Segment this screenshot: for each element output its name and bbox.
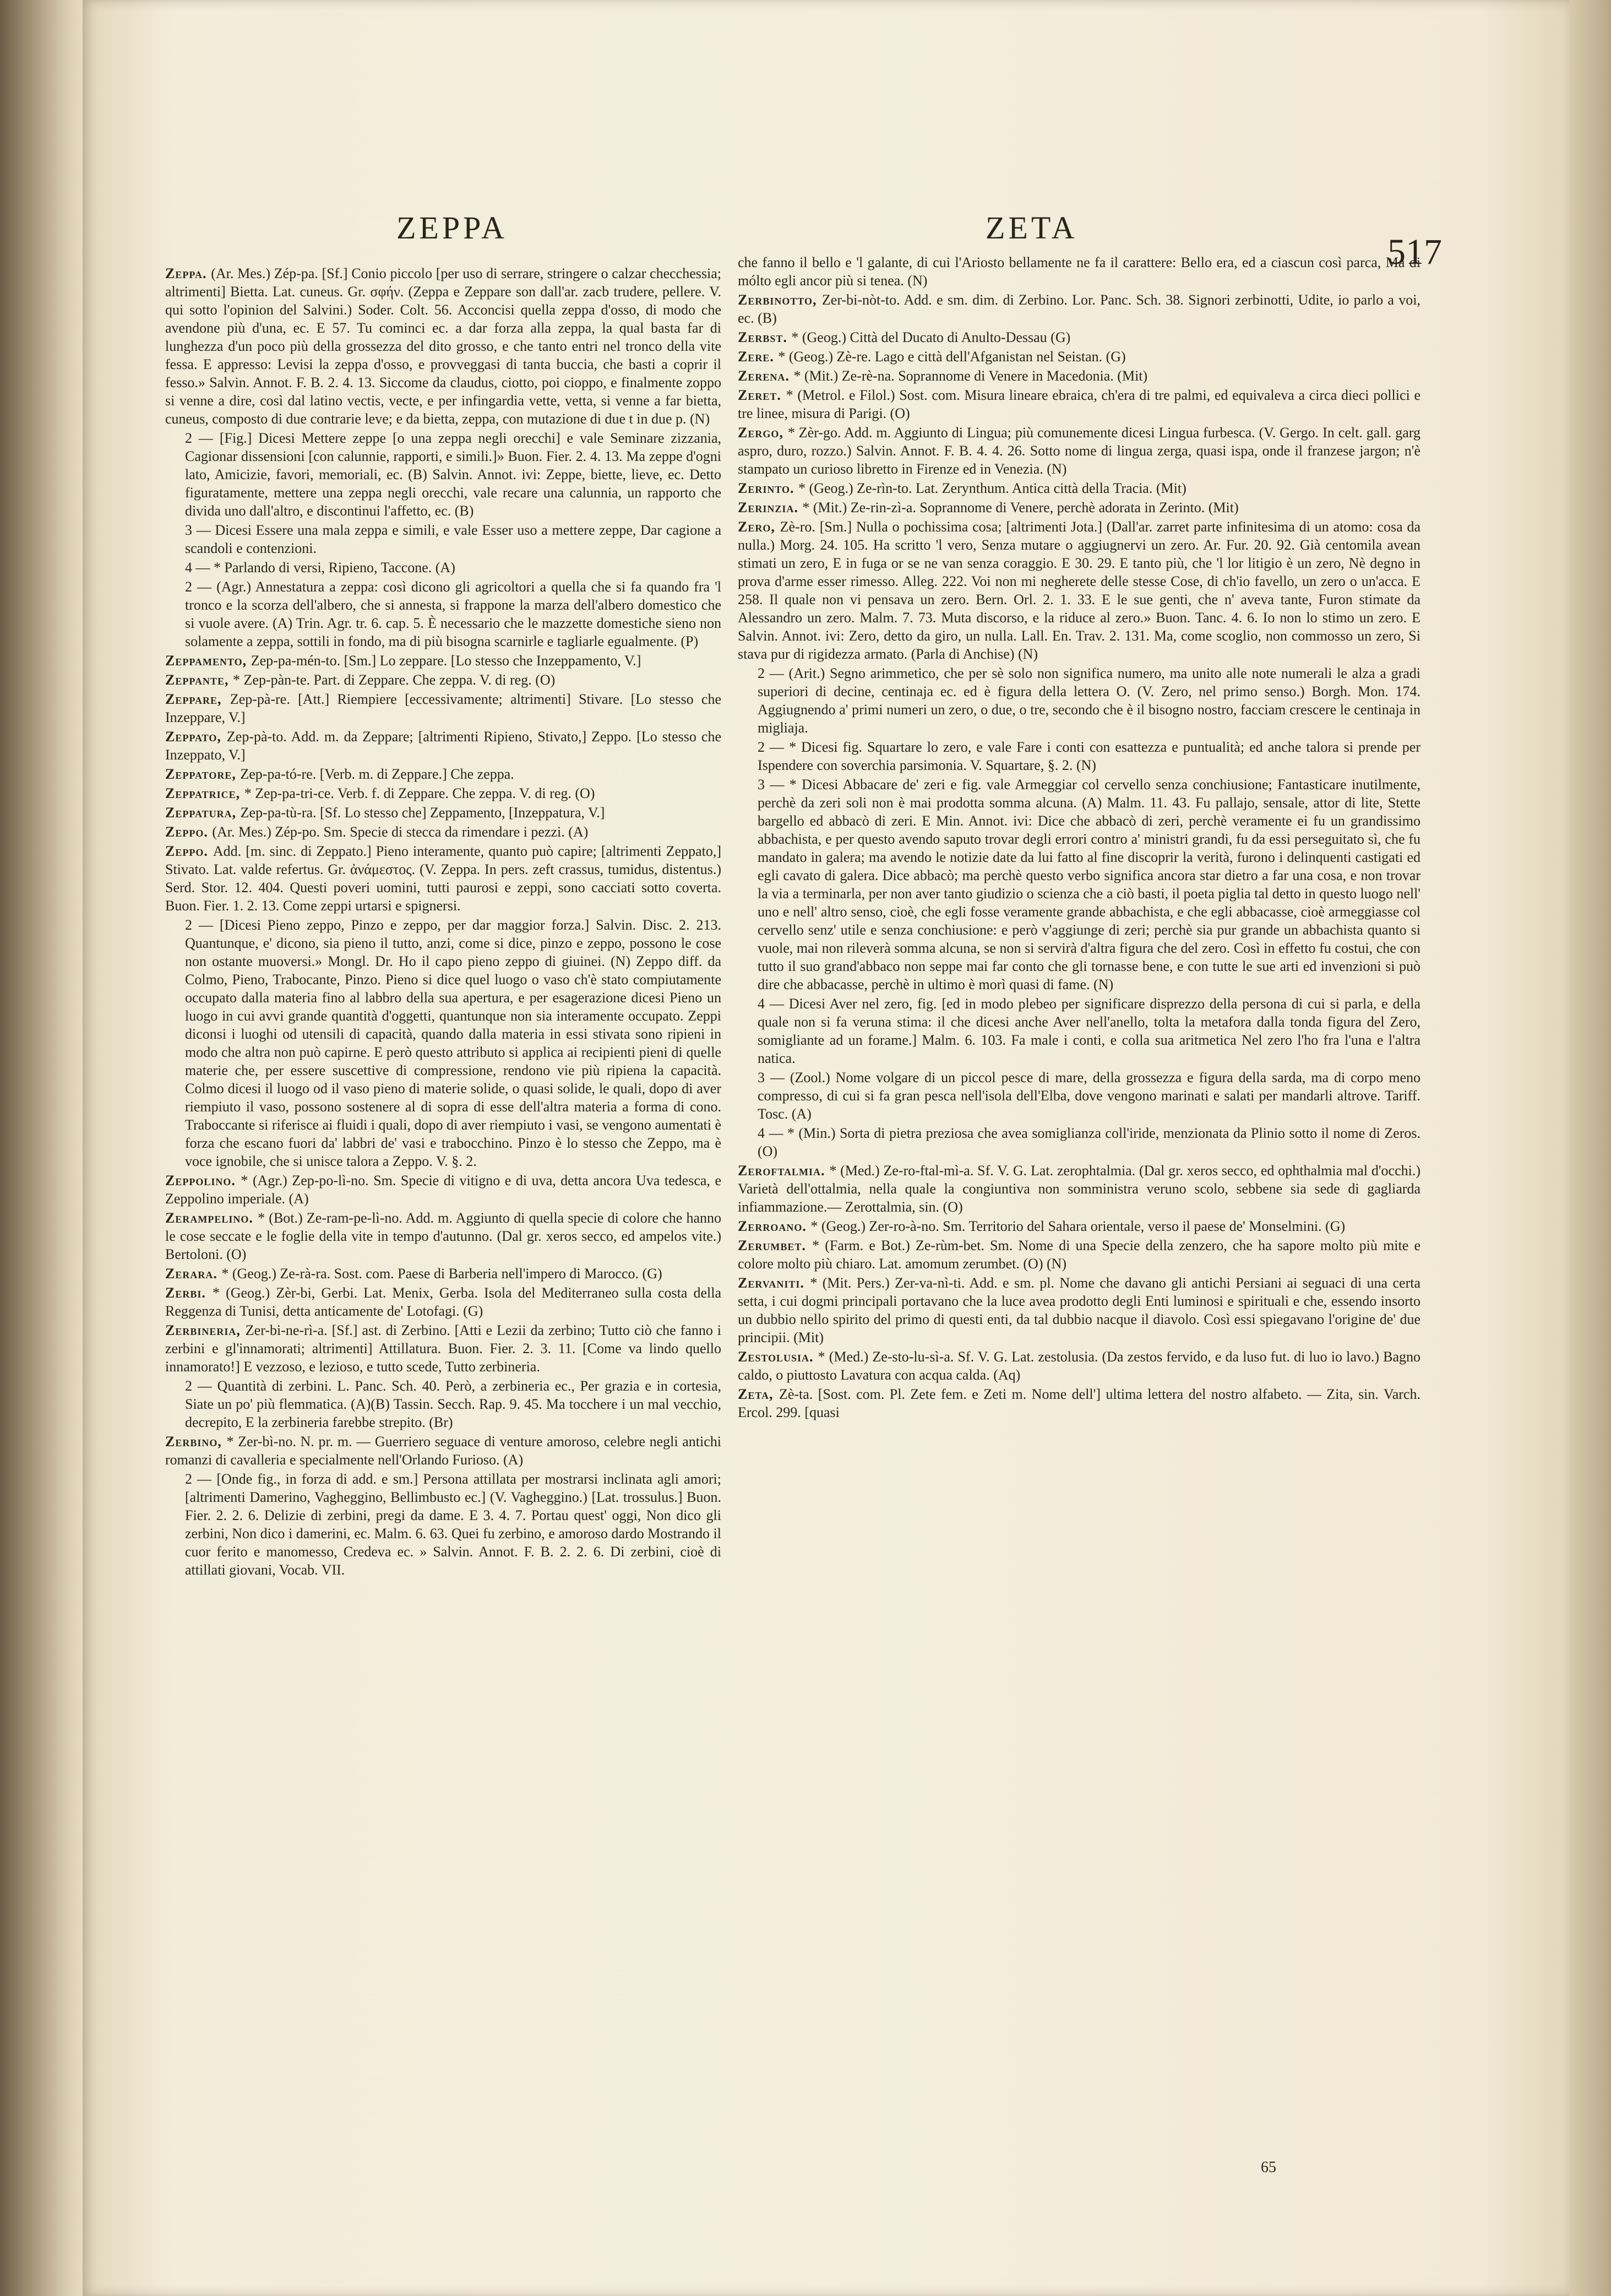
headword: Zerumbet.: [738, 1237, 813, 1253]
headword: Zeppatore,: [165, 766, 241, 782]
dictionary-entry: [738, 424, 1420, 478]
entry-text: * (Med.) Ze-sto-lu-sì-a. Sf. V. G. Lat. zestolusia. (Da zestos fervido, e da luso fut. di luo io lavo.) Bagno caldo, o piuttosto Lavatura con acqua calda. (Aq): [738, 1349, 1421, 1383]
headword: Zerbi.: [165, 1285, 213, 1301]
entry-text: Dicesi Aver nel zero, fig. [ed in modo plebeo per significare disprezzo della persona di cui si parla, e della quale non si fa veruna stima: il che dicesi anche Aver nell'anello, tolta la metafora dalla tonda figura del Zero, somigliante ad un forame.] Malm. 6. 103. Fa male i conti, e colla sua aritmetica Nel zero l'ho fra l'una e l'altra natica.: [758, 996, 1420, 1066]
headword: Zeppo.: [165, 824, 213, 840]
entry-text: Zep-pa-mén-to. [Sm.] Lo zeppare. [Lo stesso che Inzeppamento, V.]: [251, 653, 641, 669]
headword: Zervaniti.: [738, 1275, 810, 1291]
running-head-right: ZETA: [986, 210, 1078, 246]
headword: Zeppante,: [165, 672, 233, 688]
dictionary-entry: [165, 1284, 721, 1320]
entry-text: * (Geog.) Zer-ro-à-no. Sm. Territorio del Sahara orientale, verso il paese de' Monselmini. (G): [810, 1218, 1346, 1234]
entry-text: Zep-pa-tù-ra. [Sf. Lo stesso che] Zeppamento, [Inzeppatura, V.]: [240, 805, 605, 821]
entry-text: Parlando di versi, Ripieno, Taccone. (A): [224, 560, 455, 576]
headword: Zeppatrice,: [165, 785, 244, 801]
dictionary-entry: [165, 690, 721, 726]
entry-text: (Zool.) Nome volgare di un piccol pesce di mare, della grossezza e figura della sarda, ma di corpo meno compresso, di cui si fa gran pesca nell'isola dell'Elba, dove vengono marinati e salati per mandarli altrove. Tariff. Tosc. (A): [758, 1070, 1421, 1122]
headword: Zerara.: [165, 1266, 222, 1282]
headword: 2 — *: [758, 739, 802, 755]
dictionary-entry: [165, 823, 721, 841]
entry-text: Zè-ta. [Sost. com. Pl. Zete fem. e Zeti m. Nome dell'] ultima lettera del nostro alfabeto. — Zita, sin. Varch. Ercol. 299. [quasi: [738, 1386, 1420, 1420]
entry-text: * (Farm. e Bot.) Ze-rùm-bet. Sm. Nome di una Specie della zenzero, che ha sapore molto più mite e colore molto più chiaro. Lat. amomum zerumbet. (O) (N): [738, 1237, 1420, 1272]
headword: Zeta,: [738, 1386, 779, 1402]
headword: Zerroano.: [738, 1218, 811, 1234]
headword: Zero,: [738, 519, 780, 535]
dictionary-entry: [738, 386, 1420, 422]
entry-text: * Zep-pa-tri-ce. Verb. f. di Zeppare. Che zeppa. V. di reg. (O): [244, 785, 595, 801]
dictionary-entry: [165, 1321, 721, 1376]
entry-text: (Ar. Mes.) Zép-po. Sm. Specie di stecca da rimendare i pezzi. (A): [212, 824, 589, 840]
entry-text: [Dicesi Pieno zeppo, Pinzo e zeppo, per dar maggior forza.] Salvin. Disc. 2. 213. Quantunque, e' dicono, sia pieno il tutto, anzi, come si dice, pinzo e zeppo, possono le cose non ostante muoversi.» Mongl. Dr. Ho il capo pieno zeppo di giuinei. (N) Zeppo diff. da Colmo, Pieno, Trabocante, Pinzo. Pieno si dice quel luogo o vaso ch'è stato compiutamente occupato dalla materia fino al labbro della sua apertura, e per esagerazione dicesi Pieno un luogo in cui avvi grande quantità d'oggetti, quantunque non sia interamente occupato. Zeppi diconsi i luoghi od utensili di capacità, quando dalla materia in essi stivata sono ripieni in modo che altra non può capirne. E però questo attributo si applica ai recipienti pieni di quelle materie che, per essere suscettive di compressione, rendono vie più ripiena la capacità. Colmo dicesi il luogo od il vaso pieno di materie solide, o quasi solide, le quali, dopo di aver riempiuto il vaso, possono sostenere al di sopra di esse dell'altra materia a forma di cono. Traboccante si riferisce ai fluidi i quali, dopo di aver riempiuto i vasi, se vengono aumentati è forza che escano fuori da' labbri de' vasi e trabocchino. Pinzo è lo stesso che Zeppo, ma è voce ignobile, che si unisce talora a Zeppo. V. §. 2.: [185, 917, 721, 1169]
entry-text: * (Geog.) Zèr-bi, Gerbi. Lat. Menix, Gerba. Isola del Mediterraneo sulla costa della Reggenza di Tunisi, detta anticamente de' Lotofagi. (G): [165, 1285, 721, 1319]
headword: Zerinzia.: [738, 500, 803, 515]
headword: Zeret.: [738, 387, 786, 403]
dictionary-entry: [738, 518, 1420, 663]
dictionary-entry: [165, 765, 721, 783]
dictionary-entry: [165, 804, 721, 822]
entry-text: che fanno il bello e 'l galante, di cui l'Ariosto bellamente ne fa il carattere: Bello era, ed a ciascun così parca, Ma di mólto egli ancor più si tenea. (N): [738, 254, 1420, 289]
entry-text: * Zèr-go. Add. m. Aggiunto di Lingua; più comunemente dicesi Lingua furbesca. (V. Gergo. In celt. gall. garg aspro, duro, rozzo.) Salvin. Annot. F. B. 4. 4. 26. Sotto nome di lingua zerga, quasi ispa, onde il franzese jargon; n'è stampato un curioso libretto in Firenze ed in Venezia. (N): [738, 425, 1420, 477]
entry-text: (Arit.) Segno arimmetico, che per sè solo non significa numero, ma unito alle note numerali le alza a gradi superiori di decine, centinaja ec. ed è figura della lettera O. (V. Zero, nel primo senso.) Borgh. Mon. 174. Aggiugnendo a' primi numeri un zero, o due, o tre, secondo che è il bisogno nostro, facciam crescere le centinaja in migliaja.: [758, 665, 1421, 736]
dictionary-sense: [165, 429, 721, 520]
entry-text: Zep-pà-re. [Att.] Riempiere [eccessivamente; altrimenti] Stivare. [Lo stesso che Inzeppare, V.]: [165, 691, 721, 725]
headword: 2 —: [758, 665, 789, 681]
page-edge: [1569, 0, 1611, 2296]
dictionary-entry: [738, 1385, 1420, 1421]
headword: Zeppa.: [165, 265, 211, 281]
entry-text: Quantità di zerbini. L. Panc. Sch. 40. Però, a zerbineria ec., Per grazia e in cortesia, Siate un po' più flemmatica. (A)(B) Tassin. Secch. Rap. 9. 45. Ma tocchere i un mal vecchio, decrepito, E la zerbineria farebbe strepito. (Br): [185, 1378, 722, 1430]
headword: Zerampelino.: [165, 1210, 258, 1226]
dictionary-entry: [738, 498, 1420, 517]
dictionary-entry: [738, 1217, 1420, 1235]
entry-text: (Ar. Mes.) Zép-pa. [Sf.] Conio piccolo [per uso di serrare, stringere o calzar checchessia; altrimenti] Bietta. Lat. cuneus. Gr. σφήν. (Zeppa e Zeppare son dall'ar. zacb trudere, pellere. V. qui sotto l'opinion del Salvini.) Soder. Colt. 56. Acconcisi quella zeppa d'osso, di modo che avendone più d'una, ec. E 57. Tu cominci ec. a dar forza alla zeppa, la qual basta far di lunghezza d'un poco più della grossezza del dito grosso, e che tanto entri nel tronco della vite fessa. E appresso: Levisi la zeppa d'osso, e provveggasi di tanta buccia, che basti a coprir il fesso.» Salvin. Annot. F. B. 2. 4. 13. Siccome da claudus, ciotto, poi cioppo, e finalmente zoppo si venne a dire, così dal latino vectis, vecte, e per infingardia vette, vetta, si venne a far bietta, cuneus, composto di due contrarie leve; e da bietta, zeppa, con mutazione di due t in due p. (N): [165, 265, 721, 427]
headword: Zeppolino.: [165, 1173, 241, 1188]
dictionary-entry: [165, 1209, 721, 1263]
headword: 4 —: [758, 1125, 787, 1141]
dictionary-entry: [738, 1236, 1420, 1273]
right-column: [738, 253, 1420, 1423]
dictionary-entry: [738, 328, 1420, 346]
dictionary-sense: [165, 916, 721, 1170]
entry-text: Zep-pa-tó-re. [Verb. m. di Zeppare.] Che zeppa.: [240, 766, 514, 782]
entry-text: * (Bot.) Ze-ram-pe-lì-no. Add. m. Aggiunto di quella specie di colore che hanno le cose seccate e le foglie della vite in tempo d'autunno. (Dal gr. xeros secco, ed ampelos vite.) Bertoloni. (O): [165, 1210, 721, 1262]
headword: 3 —: [185, 522, 215, 538]
dictionary-entry: [165, 842, 721, 915]
dictionary-entry: [738, 1274, 1420, 1347]
headword: 2 —: [185, 1471, 217, 1487]
headword: Zeppo.: [165, 843, 213, 859]
dictionary-sense: [738, 1068, 1420, 1123]
entry-text: Zer-bi-ne-rì-a. [Sf.] ast. di Zerbino. [Atti e Lezii da zerbino; Tutto ciò che fanno i zerbini e gl'innamorati; altrimenti] Attillatura. Buon. Fier. 2. 3. 11. [Come va lindo quello innamorato!] E vezzoso, e lezioso, e tutto scede, Tutto zerbineria.: [165, 1322, 721, 1375]
dictionary-sense: [165, 578, 721, 650]
left-column: [165, 264, 721, 1580]
entry-text: Zer-bi-nòt-to. Add. e sm. dim. di Zerbino. Lor. Panc. Sch. 38. Signori zerbinotti, Udite, io parlo a voi, ec. (B): [738, 292, 1421, 326]
headword: Zergo,: [738, 425, 788, 441]
entry-text: [Onde fig., in forza di add. e sm.] Persona attillata per mostrarsi inclinata agli amori; [altrimenti Damerino, Vagheggino, Bellimbusto ec.] (V. Vagheggino.) [Lat. trossulus.] Buon. Fier. 2. 2. 6. Delizie di zerbini, pregi da dame. E 3. 4. 7. Portau quest' oggi, Non dico gli zerbini, Non dico i damerini, ec. Malm. 6. 63. Quei fu zerbino, e amoroso dardo Mostrando il cuor ferito e manomesso, Credeva ec. » Salvin. Annot. F. B. 2. 2. 6. Di zerbini, cioè di attillati giovani, Vocab. VII.: [185, 1471, 721, 1578]
dictionary-sense: [738, 775, 1420, 994]
entry-text: Dicesi Abbacare de' zeri e fig. vale Armeggiar col cervello senza conchiusione; Fantasticare inutilmente, perchè da zeri soli non è mai prodotta somma alcuna. (A) Malm. 11. 43. Fu pallajo, sensale, attor di lite, Stette bargello ed abbacò di zeri. E Min. Annot. ivi: Dice che abbacò di zeri, perchè veramente ei fu un grandissimo abbachista, e per questo avendo saputo trovar degli errori contro a' ministri grandi, fu da essi perseguitato sì, che fu mandato in galera; ma avendo le notizie date da lui fatto al fine discoprir la verità, furono i delinquenti castigati ed egli cavato di galera. Dice abbacò; ma perchè questo verbo significa ancora star dietro a far una cosa, e non trovar la via a terminarla, per non aver tanto giudizio o scienza che a ciò basti, il poeta piglia tal detto in questo luogo nell' uno e nell' altro senso, cioè, che egli fosse veramente grande abbachista, e che egli abbacasse, cioè armeggiasse col cervello senz' utile e senza conchiusione: e però v'aggiunge di zeri; perchè sia pur grande un abbachista quanto si vuole, mai non rileverà somma alcuna, se non si servirà d'altra figura che del zero. Così in effetto fu costui, che con tutto il suo grand'abbaco non seppe mai far conto che gli tornasse bene, e con tutte le sue arti ed invenzioni si può dire che abbacasse, perchè in ultimo è morì quasi di fame. (N): [758, 777, 1420, 992]
headword: 2 —: [185, 579, 217, 595]
headword: Zeppare,: [165, 691, 230, 707]
entry-text: * Zer-bì-no. N. pr. m. — Guerriero seguace di venture amoroso, celebre negli antichi romanzi di cavalleria e specialmente nell'Orlando Furioso. (A): [165, 1434, 722, 1468]
dictionary-entry: [165, 652, 721, 670]
headword: Zerbinotto,: [738, 292, 822, 308]
headword: Zerbino,: [165, 1434, 227, 1450]
entry-text: * (Geog.) Zè-re. Lago e città dell'Afganistan nel Seistan. (G): [778, 349, 1126, 365]
entry-text: * (Geog.) Città del Ducato di Anulto-Dessau (G): [791, 329, 1071, 345]
dictionary-sense: [165, 521, 721, 557]
entry-text: * (Min.) Sorta di pietra preziosa che avea somiglianza coll'iride, menzionata da Plinio sotto il nome di Zeros. (O): [758, 1125, 1421, 1159]
dictionary-entry: [165, 671, 721, 689]
dictionary-sense: [738, 995, 1420, 1067]
book-binding-shadow: [0, 0, 83, 2296]
dictionary-entry: [738, 367, 1420, 385]
dictionary-entry: [738, 1161, 1420, 1216]
entry-text: [Fig.] Dicesi Mettere zeppe [o una zeppa negli orecchi] e vale Seminare zizzania, Cagionar dissensioni [con calunnie, rapporti, e simili.]» Buon. Fier. 2. 4. 13. Ma zeppe d'ogni lato, Amicizie, favori, memoriali, ec. (B) Salvin. Annot. ivi: Zeppe, biette, lieve, ec. Detto figuratamente, mettere una zeppa negli orecchi, vale recare una calunnia, un rapporto che divida uno dall'altro, e discontinui l'affetto, ec. (B): [185, 430, 722, 519]
running-head-left: ZEPPA: [396, 210, 508, 246]
headword: 2 —: [185, 1378, 217, 1394]
dictionary-entry: [165, 264, 721, 428]
entry-text: * (Mit.) Ze-rè-na. Soprannome di Venere in Macedonia. (Mit): [793, 368, 1148, 384]
headword: Zeppato,: [165, 729, 227, 745]
entry-text: (Agr.) Annestatura a zeppa: così dicono gli agricoltori a quella che si fa quando fra 'l tronco e la scorza dell'albero, che si annesta, si frappone la marza dell'albero domestico che si vuole avere. (A) Trin. Agr. tr. 6. cap. 5. È necessario che le mazzette domestiche sieno non solamente a zeppa, sottili in fondo, ma di più bisogna scarnirle e tagliarle egualmente. (P): [185, 579, 722, 649]
entry-text: * (Agr.) Zep-po-lì-no. Sm. Specie di vitigno e di uva, detta ancora Uva tedesca, e Zeppolino imperiale. (A): [165, 1173, 721, 1207]
dictionary-entry: [738, 479, 1420, 497]
entry-text: * (Geog.) Ze-rà-ra. Sost. com. Paese di Barberia nell'impero di Marocco. (G): [221, 1266, 662, 1282]
dictionary-sense: [165, 1470, 721, 1579]
headword: Zerena.: [738, 368, 794, 384]
dictionary-entry: [738, 348, 1420, 366]
dictionary-entry: [165, 728, 721, 764]
dictionary-entry: [165, 1171, 721, 1208]
headword: 2 —: [185, 430, 220, 446]
headword: Zerinto.: [738, 480, 799, 496]
entry-text: * Zep-pàn-te. Part. di Zeppare. Che zeppa. V. di reg. (O): [233, 672, 556, 688]
headword: Zestolusia.: [738, 1349, 818, 1365]
dictionary-sense: [165, 558, 721, 577]
dictionary-entry: [165, 1264, 721, 1283]
headword: 4 — *: [185, 560, 225, 576]
page-number: 517: [1387, 232, 1442, 272]
headword: Zeroftalmia.: [738, 1163, 830, 1179]
entry-text: * (Med.) Ze-ro-ftal-mì-a. Sf. V. G. Lat. zerophtalmia. (Dal gr. xeros secco, ed ophthalmia mal d'occhi.) Varietà dell'ottalmia, nella quale la congiuntiva non somministra veruno scolo, sebbene sia sede di gagliarda infiammazione.— Zerottalmia, sin. (O): [738, 1163, 1420, 1215]
dictionary-sense: [165, 1377, 721, 1431]
dictionary-sense: [738, 1124, 1420, 1160]
dictionary-entry: [738, 291, 1420, 327]
dictionary-entry: [165, 784, 721, 802]
dictionary-sense: [738, 738, 1420, 774]
headword: 3 — *: [758, 777, 802, 793]
headword: 2 —: [185, 917, 220, 933]
entry-text: * (Mit. Pers.) Zer-va-nì-ti. Add. e sm. pl. Nome che davano gli antichi Persiani ai seguaci di una certa setta, i cui dogmi principali portavano che la luce avea prodotto degli Enti luminosi e spirituali e che, essendo insorto un dubbio nello spirito del primo di questi enti, da tal dubbio nacque il diavolo. Così essi spiegavano l'origine de' due principii. (Mit): [738, 1275, 1420, 1345]
entry-text: Dicesi fig. Squartare lo zero, e vale Fare i conti con esattezza e puntualità; ed anche talora si prende per Ispendere con soverchia parsimonia. V. Squartare, §. 2. (N): [758, 739, 1420, 773]
entry-text: Dicesi Essere una mala zeppa e simili, e vale Esser uso a mettere zeppe, Dar cagione a scandoli e contenzioni.: [185, 522, 721, 556]
dictionary-entry: [738, 253, 1420, 290]
dictionary-entry: [738, 1348, 1420, 1384]
entry-text: * (Metrol. e Filol.) Sost. com. Misura lineare ebraica, ch'era di tre palmi, ed equivaleva a circa dieci pollici e tre linee, misura di Parigi. (O): [738, 387, 1420, 421]
entry-text: * (Geog.) Ze-rìn-to. Lat. Zerynthum. Antica città della Tracia. (Mit): [798, 480, 1187, 496]
headword: 3 —: [758, 1070, 790, 1085]
headword: Zeppatura,: [165, 805, 241, 821]
entry-text: Add. [m. sinc. di Zeppato.] Pieno interamente, quanto può capire; [altrimenti Zeppato,] Stivato. Lat. valde refertus. Gr. ἀνάμεστος. (V. Zeppa. In pers. zeft crassus, tumidus, distentus.) Serd. Stor. 12. 404. Questi poveri uomini, tutti paurosi e zeppi, sono cacciati sotto coverta. Buon. Fier. 1. 2. 13. Come zeppi urtarsi e spignersi.: [165, 843, 721, 914]
headword: Zerbineria,: [165, 1322, 246, 1338]
signature-mark: 65: [1261, 2159, 1276, 2176]
entry-text: * (Mit.) Ze-rin-zì-a. Soprannome di Venere, perchè adorata in Zerinto. (Mit): [802, 500, 1239, 515]
dictionary-entry: [165, 1432, 721, 1469]
dictionary-sense: [738, 664, 1420, 737]
headword: 4 —: [758, 996, 789, 1012]
headword: Zerbst.: [738, 329, 792, 345]
entry-text: Zep-pà-to. Add. m. da Zeppare; [altrimenti Ripieno, Stivato,] Zeppo. [Lo stesso che Inzeppato, V.]: [165, 729, 721, 763]
headword: Zere.: [738, 349, 779, 365]
entry-text: Zè-ro. [Sm.] Nulla o pochissima cosa; [altrimenti Jota.] (Dall'ar. zarret parte infinitesima di un atomo: cosa da nulla.) Morg. 24. 105. Ha scritto 'l vero, Senza mutare o aggiugnervi un zero. Ar. Fur. 20. 92. Già centomila avean stimati un zero, E in fuga or se ne van senza coraggio. E 30. 29. E tanto più, che 'l lor litigio è un zero, Nè degno in prova d'arme esser rimesso. Alleg. 222. Voi non mi negherete delle stesse Cose, di ch'io favello, un zero o un'acca. E 258. Il quale non vi pensava un zero. Bern. Orl. 2. 1. 33. E le sue genti, che n' aveva tante, Furon stimate da Alessandro un zero. Malm. 7. 73. Muta discorso, e la riduce al zero.» Buon. Tanc. 4. 6. Io non lo stimo un zero. E Salvin. Annot. ivi: Zero, detto da giro, un nulla. Lall. En. Trav. 2. 131. Ma, come scoglio, non commosso un zero, Si stava pur di rigidezza armato. (Parla di Anchise) (N): [738, 519, 1420, 662]
headword: Zeppamento,: [165, 653, 251, 669]
